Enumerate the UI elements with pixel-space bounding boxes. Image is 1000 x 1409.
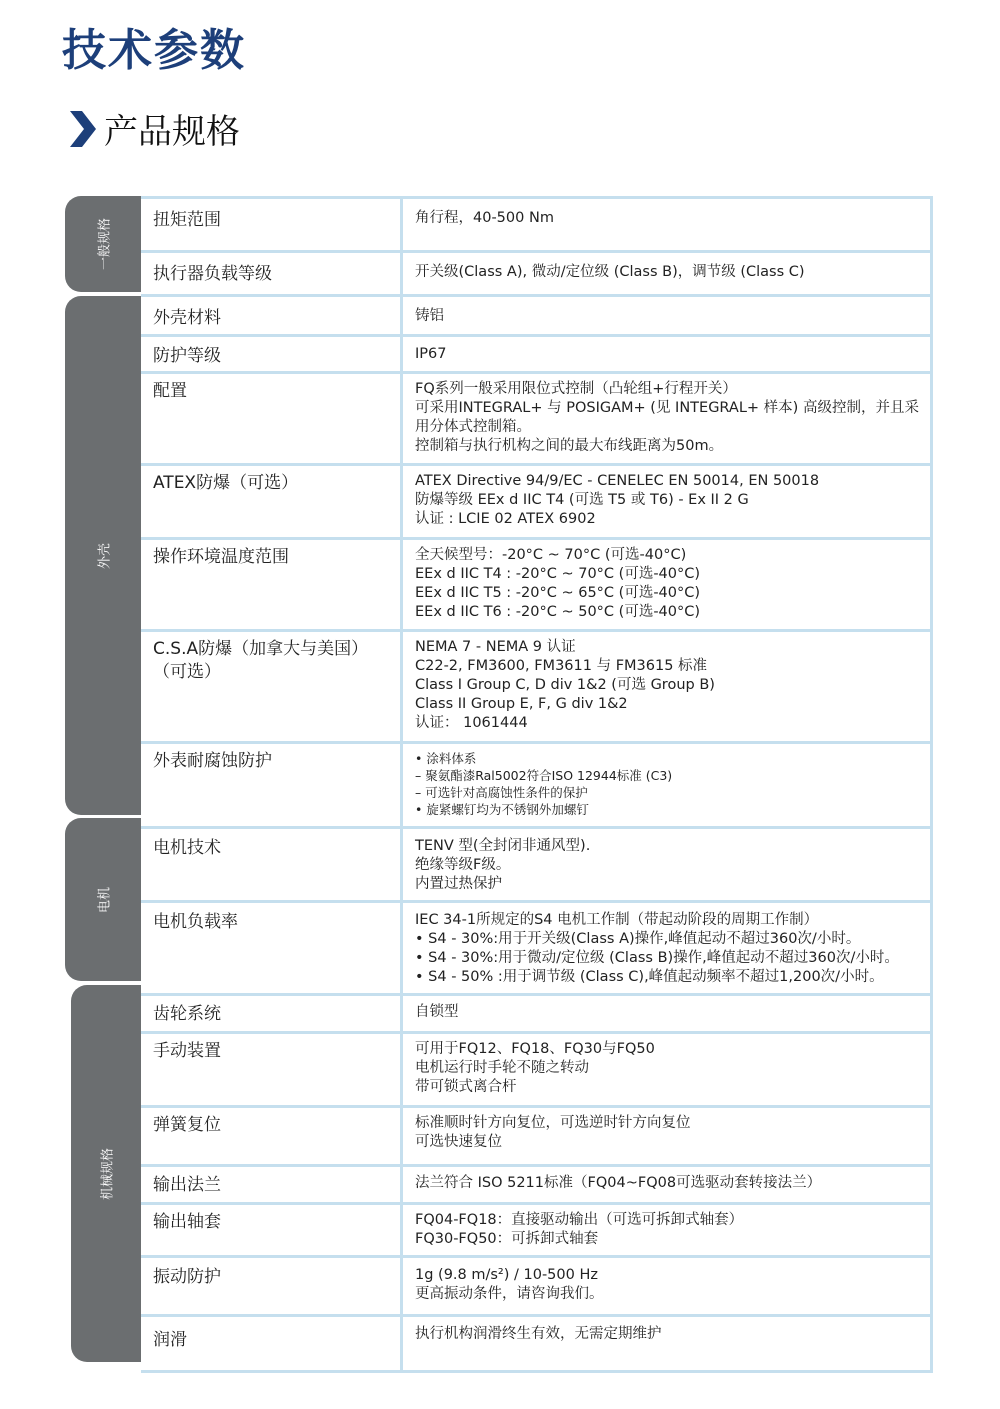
table-row — [141, 1034, 930, 1108]
group-tab-motor — [65, 818, 141, 981]
spec-key: 弹簧复位 — [141, 1108, 403, 1164]
table-row — [141, 1167, 930, 1205]
spec-value: IP67 — [415, 346, 447, 362]
spec-value: 标准顺时针方向复位，可选逆时针方向复位 可选快速复位 — [415, 1115, 691, 1150]
table-row — [141, 1258, 930, 1317]
group-tab-housing — [65, 296, 141, 815]
spec-table — [141, 196, 933, 1373]
table-row — [141, 632, 930, 744]
table-row — [141, 374, 930, 466]
table-row — [141, 466, 930, 540]
group-tab-general — [65, 196, 141, 292]
spec-key: 齿轮系统 — [141, 996, 403, 1031]
group-tab-mechanical — [71, 985, 141, 1362]
spec-key: 操作环境温度范围 — [141, 540, 403, 629]
table-row — [141, 540, 930, 632]
spec-key: 电机负载率 — [141, 903, 403, 993]
spec-value: TENV 型(全封闭非通风型). 绝缘等级F级。 内置过热保护 — [415, 838, 591, 892]
spec-key: 扭矩范围 — [141, 199, 403, 250]
spec-key: C.S.A防爆（加拿大与美国） （可选） — [141, 632, 403, 741]
table-row — [141, 744, 930, 829]
spec-value: 开关级(Class A), 微动/定位级 (Class B)，调节级 (Class C) — [415, 264, 805, 280]
group-label: 外壳 — [97, 542, 113, 569]
spec-key: ATEX防爆（可选） — [141, 466, 403, 537]
spec-key: 输出法兰 — [141, 1167, 403, 1202]
table-row — [141, 1205, 930, 1258]
table-row — [141, 829, 930, 903]
table-row — [141, 337, 930, 374]
spec-key: 振动防护 — [141, 1258, 403, 1314]
table-row — [141, 199, 930, 253]
table-row — [141, 297, 930, 337]
chevron-right-icon — [66, 109, 100, 149]
group-label: 一般规格 — [97, 217, 113, 271]
spec-value: ATEX Directive 94/9/EC - CENELEC EN 50014, EN 50018 防爆等级 EEx d IIC T4 (可选 T5 或 T6) - Ex II 2 G 认证 : LCIE 02 ATEX 6902 — [415, 473, 820, 527]
spec-value: IEC 34-1所规定的S4 电机工作制（带起动阶段的周期工作制） • S4 - 30%:用于开关级(Class A)操作,峰值起动不超过360次/小时。 • S4 - 30%:用于微动/定位级 (Class B)操作,峰值起动不超过360次/小时。 • S4 - 50% :用于调节级 (Class C),峰值起动频率不超过1,200次/小时。 — [415, 912, 899, 985]
table-row — [141, 903, 930, 996]
spec-value: 铸铝 — [415, 308, 444, 324]
table-row — [141, 1317, 930, 1373]
spec-value: 角行程，40-500 Nm — [415, 210, 554, 226]
spec-value: 执行机构润滑终生有效，无需定期维护 — [415, 1326, 662, 1342]
spec-key: 电机技术 — [141, 829, 403, 900]
table-row — [141, 253, 930, 297]
spec-key: 手动装置 — [141, 1034, 403, 1105]
spec-value: FQ系列一般采用限位式控制（凸轮组+行程开关） 可采用INTEGRAL+ 与 POSIGAM+ (见 INTEGRAL+ 样本) 高级控制，并且采 用分体式控制箱。 控制箱与执行机构之间的最大布线距离为50m。 — [415, 381, 919, 454]
spec-key: 润滑 — [141, 1317, 403, 1370]
spec-value: • 涂料体系 – 聚氨酯漆Ral5002符合ISO 12944标准 (C3) – 可选针对高腐蚀性条件的保护 • 旋紧螺钉均为不锈钢外加螺钉 — [415, 751, 673, 817]
table-row — [141, 1108, 930, 1167]
page-title: 技术参数 — [62, 25, 246, 76]
spec-value: 全天候型号：-20°C ~ 70°C (可选-40°C) EEx d IIC T4 : -20°C ~ 70°C (可选-40°C) EEx d IIC T5 : -20°C ~ 65°C (可选-40°C) EEx d IIC T6 : -20°C ~ 50°C (可选-40°C) — [415, 547, 701, 620]
section-title: 产品规格 — [104, 112, 240, 152]
spec-value: 1g (9.8 m/s²) / 10-500 Hz 更高振动条件，请咨询我们。 — [415, 1267, 604, 1302]
table-row — [141, 996, 930, 1034]
spec-value: FQ04-FQ18：直接驱动输出（可选可拆卸式轴套） FQ30-FQ50：可拆卸式轴套 — [415, 1212, 744, 1247]
group-label: 电机 — [97, 886, 113, 913]
spec-key: 输出轴套 — [141, 1205, 403, 1255]
group-label: 机械规格 — [100, 1147, 116, 1200]
spec-key: 外表耐腐蚀防护 — [141, 744, 403, 826]
spec-value: 法兰符合 ISO 5211标准（FQ04~FQ08可选驱动套转接法兰） — [415, 1175, 822, 1191]
spec-key: 外壳材料 — [141, 297, 403, 334]
spec-key: 防护等级 — [141, 337, 403, 371]
spec-key: 配置 — [141, 374, 403, 463]
spec-key: 执行器负载等级 — [141, 253, 403, 294]
section-heading — [66, 104, 240, 153]
spec-value: NEMA 7 - NEMA 9 认证 C22-2, FM3600, FM3611 与 FM3615 标准 Class I Group C, D div 1&2 (可选 Group B) Class II Group E, F, G div 1&2 认证： 1061444 — [415, 639, 715, 731]
spec-value: 自锁型 — [415, 1004, 459, 1020]
spec-value: 可用于FQ12、FQ18、FQ30与FQ50 电机运行时手轮不随之转动 带可锁式离合杆 — [415, 1041, 655, 1095]
